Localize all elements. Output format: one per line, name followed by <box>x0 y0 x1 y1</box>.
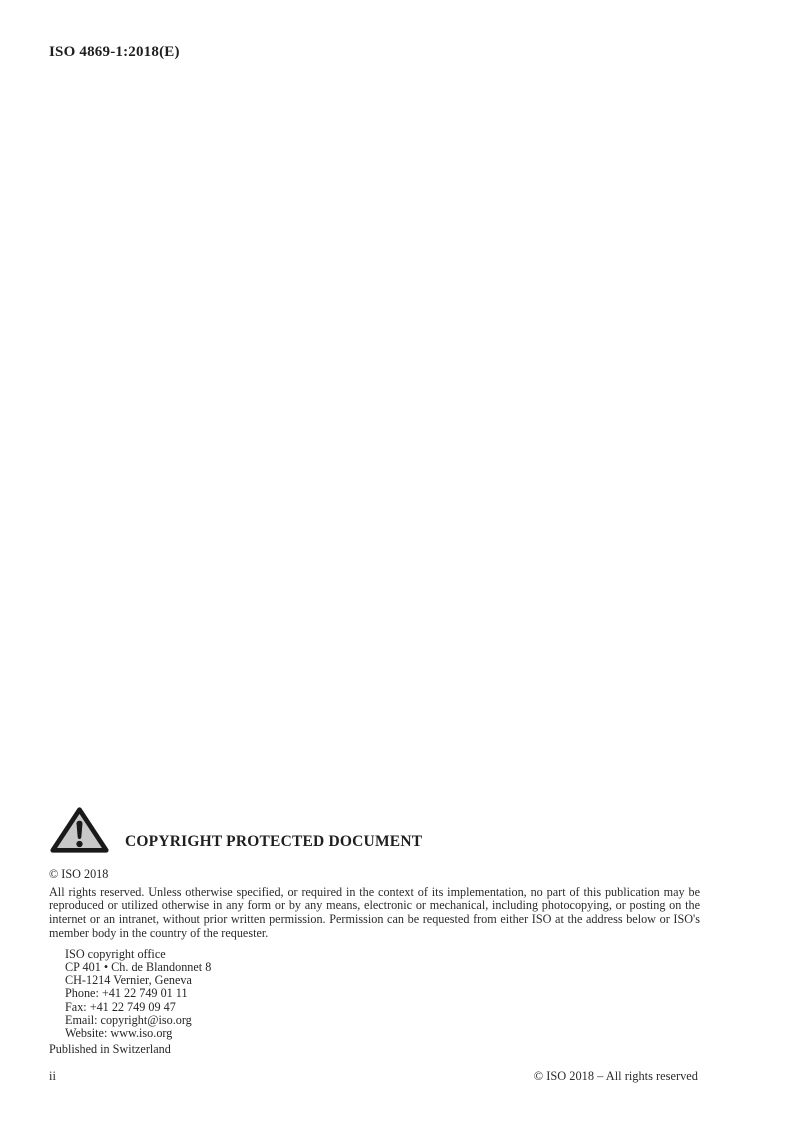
copyright-notice: © ISO 2018 <box>49 867 109 881</box>
published-line: Published in Switzerland <box>49 1042 171 1057</box>
address-line-phone: Phone: +41 22 749 01 11 <box>65 986 188 1001</box>
address-line-city: CH-1214 Vernier, Geneva <box>65 973 192 988</box>
header-docref: ISO 4869-1:2018(E) <box>49 44 180 60</box>
page-footer <box>49 1069 698 1084</box>
copyright-section <box>49 806 700 1057</box>
address-line-office: ISO copyright office <box>65 946 166 961</box>
page-number: ii <box>49 1069 56 1083</box>
address-block <box>65 948 700 1040</box>
copyright-title: COPYRIGHT PROTECTED DOCUMENT <box>125 833 423 850</box>
footer-copyright: © ISO 2018 – All rights reserved <box>533 1069 698 1083</box>
address-line-email: Email: copyright@iso.org <box>65 1012 192 1027</box>
address-line-website: Website: www.iso.org <box>65 1025 173 1040</box>
copyright-heading <box>49 806 700 854</box>
address-line-street: CP 401 • Ch. de Blandonnet 8 <box>65 959 212 974</box>
copyright-body-text: All rights reserved. Unless otherwise specified, or required in the context of its implementation, no part of this publication may be reproduced or utilized otherwise in any form or by any means, electronic or mechanical, including photocopying, or posting on the internet or an intranet, without prior written permission. Permission can be requested from either ISO at the address below or ISO's member body in the country of the requester. <box>49 884 700 940</box>
warning-triangle-icon <box>49 806 110 854</box>
address-line-fax: Fax: +41 22 749 09 47 <box>65 999 176 1014</box>
